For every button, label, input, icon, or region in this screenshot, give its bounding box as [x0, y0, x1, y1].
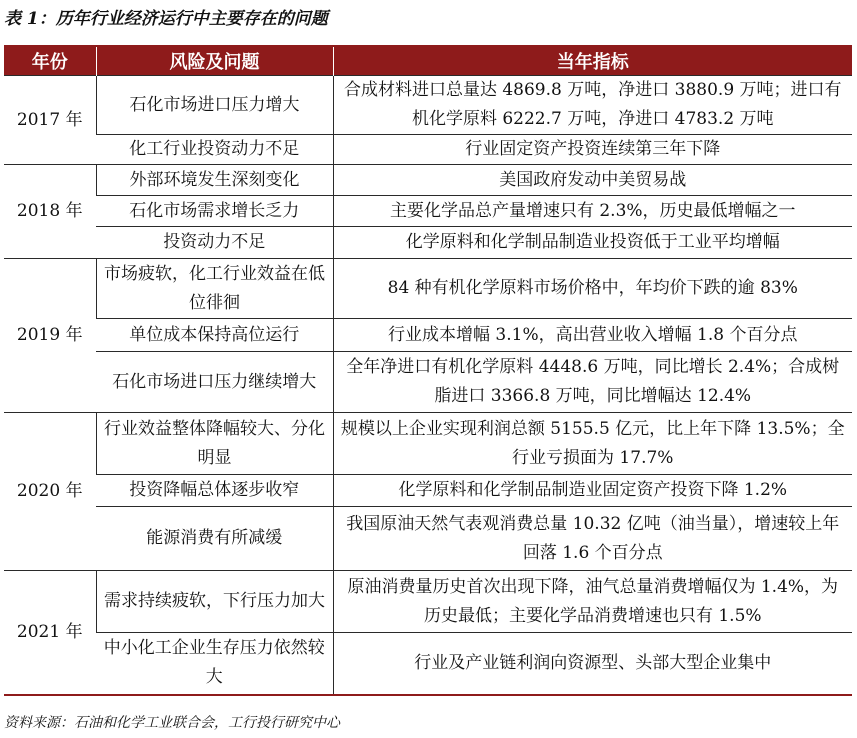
header-row: [4, 46, 852, 76]
year-cell: 2019 年: [4, 259, 96, 413]
table-row: [4, 633, 852, 695]
source-note: 资料来源：石油和化学工业联合会，工行投行研究中心: [4, 715, 340, 731]
indicator-cell: 全年净进口有机化学原料 4448.6 万吨，同比增长 2.4%；合成树脂进口 3366.8 万吨，同比增幅达 12.4%: [333, 352, 852, 413]
year-cell: 2021 年: [4, 571, 96, 695]
table-row: [4, 227, 852, 259]
risk-cell: 投资降幅总体逐步收窄: [96, 475, 333, 507]
table-row: [4, 135, 852, 165]
risk-cell: 单位成本保持高位运行: [96, 319, 333, 352]
table-row: [4, 475, 852, 507]
risk-table: [4, 45, 852, 696]
table-row: [4, 165, 852, 196]
table-title: 表 1：历年行业经济运行中主要存在的问题: [4, 9, 328, 29]
header-year: 年份: [4, 46, 96, 76]
risk-cell: 石化市场进口压力增大: [96, 76, 333, 135]
risk-cell: 投资动力不足: [96, 227, 333, 259]
indicator-cell: 美国政府发动中美贸易战: [333, 165, 852, 196]
indicator-cell: 行业及产业链利润向资源型、头部大型企业集中: [333, 633, 852, 695]
risk-cell: 能源消费有所减缓: [96, 507, 333, 571]
indicator-cell: 原油消费量历史首次出现下降，油气总量消费增幅仅为 1.4%，为历史最低；主要化学品消费增速也只有 1.5%: [333, 571, 852, 633]
indicator-cell: 化学原料和化学制品制造业固定资产投资下降 1.2%: [333, 475, 852, 507]
indicator-cell: 行业成本增幅 3.1%，高出营业收入增幅 1.8 个百分点: [333, 319, 852, 352]
indicator-cell: 合成材料进口总量达 4869.8 万吨，净进口 3880.9 万吨；进口有机化学原料 6222.7 万吨，净进口 4783.2 万吨: [333, 76, 852, 135]
risk-cell: 需求持续疲软，下行压力加大: [96, 571, 333, 633]
year-cell: 2017 年: [4, 76, 96, 165]
risk-cell: 行业效益整体降幅较大、分化明显: [96, 413, 333, 475]
table-row: [4, 319, 852, 352]
risk-cell: 外部环境发生深刻变化: [96, 165, 333, 196]
table-row: [4, 507, 852, 571]
table-row: [4, 196, 852, 227]
table-row: [4, 76, 852, 135]
risk-cell: 化工行业投资动力不足: [96, 135, 333, 165]
table-row: [4, 413, 852, 475]
indicator-cell: 主要化学品总产量增速只有 2.3%，历史最低增幅之一: [333, 196, 852, 227]
indicator-cell: 化学原料和化学制品制造业投资低于工业平均增幅: [333, 227, 852, 259]
table-row: [4, 352, 852, 413]
year-cell: 2020 年: [4, 413, 96, 571]
risk-cell: 中小化工企业生存压力依然较大: [96, 633, 333, 695]
risk-cell: 市场疲软，化工行业效益在低位徘徊: [96, 259, 333, 319]
table-row: [4, 259, 852, 319]
risk-cell: 石化市场进口压力继续增大: [96, 352, 333, 413]
year-cell: 2018 年: [4, 165, 96, 259]
indicator-cell: 规模以上企业实现利润总额 5155.5 亿元，比上年下降 13.5%；全行业亏损面为 17.7%: [333, 413, 852, 475]
indicator-cell: 84 种有机化学原料市场价格中，年均价下跌的逾 83%: [333, 259, 852, 319]
indicator-cell: 行业固定资产投资连续第三年下降: [333, 135, 852, 165]
risk-cell: 石化市场需求增长乏力: [96, 196, 333, 227]
header-indicator: 当年指标: [333, 46, 852, 76]
indicator-cell: 我国原油天然气表观消费总量 10.32 亿吨（油当量），增速较上年回落 1.6 个百分点: [333, 507, 852, 571]
table-row: [4, 571, 852, 633]
header-risk: 风险及问题: [96, 46, 333, 76]
